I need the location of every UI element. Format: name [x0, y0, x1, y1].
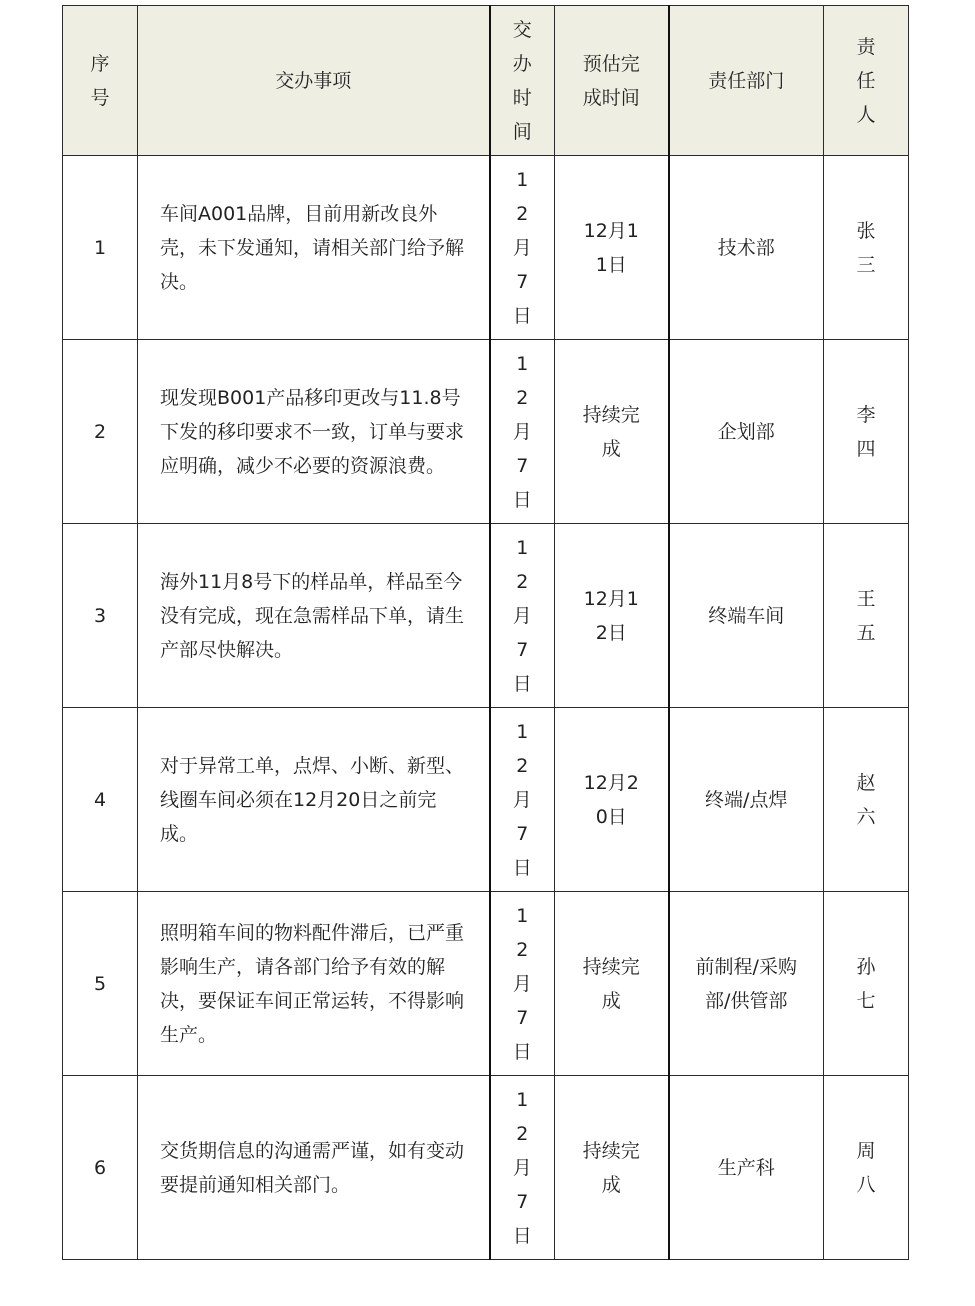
header-dept: 责任部门	[669, 6, 824, 156]
row-dept: 终端/点焊	[669, 708, 824, 892]
table-row	[63, 340, 909, 524]
row-owner: 李四	[824, 340, 909, 524]
row-deadline: 持续完成	[555, 1076, 669, 1260]
header-row	[63, 6, 909, 156]
row-no: 2	[63, 340, 138, 524]
row-assigned-time: 12月7日	[490, 156, 555, 340]
header-no: 序号	[63, 6, 138, 156]
row-owner: 周八	[824, 1076, 909, 1260]
table-row	[63, 524, 909, 708]
row-owner: 赵六	[824, 708, 909, 892]
row-owner: 孙七	[824, 892, 909, 1076]
table-row	[63, 1076, 909, 1260]
row-matter: 海外11月8号下的样品单，样品至今没有完成，现在急需样品下单，请生产部尽快解决。	[138, 524, 490, 708]
row-no: 5	[63, 892, 138, 1076]
row-deadline: 持续完成	[555, 340, 669, 524]
header-deadline: 预估完成时间	[555, 6, 669, 156]
row-matter: 照明箱车间的物料配件滞后，已严重影响生产，请各部门给予有效的解决，要保证车间正常运转，不得影响生产。	[138, 892, 490, 1076]
row-deadline: 持续完成	[555, 892, 669, 1076]
table-row	[63, 708, 909, 892]
table-row	[63, 892, 909, 1076]
header-matter: 交办事项	[138, 6, 490, 156]
row-dept: 企划部	[669, 340, 824, 524]
row-dept: 生产科	[669, 1076, 824, 1260]
row-owner: 张三	[824, 156, 909, 340]
row-dept: 终端车间	[669, 524, 824, 708]
row-dept: 前制程/采购部/供管部	[669, 892, 824, 1076]
row-assigned-time: 12月7日	[490, 892, 555, 1076]
row-assigned-time: 12月7日	[490, 1076, 555, 1260]
row-no: 4	[63, 708, 138, 892]
row-deadline: 12月11日	[555, 156, 669, 340]
row-no: 6	[63, 1076, 138, 1260]
row-assigned-time: 12月7日	[490, 340, 555, 524]
row-deadline: 12月12日	[555, 524, 669, 708]
row-matter: 现发现B001产品移印更改与11.8号下发的移印要求不一致，订单与要求应明确，减少不必要的资源浪费。	[138, 340, 490, 524]
row-matter: 车间A001品牌，目前用新改良外壳，未下发通知，请相关部门给予解决。	[138, 156, 490, 340]
assignment-table	[62, 5, 909, 1260]
header-assigned-time: 交办时间	[490, 6, 555, 156]
table-row	[63, 156, 909, 340]
row-dept: 技术部	[669, 156, 824, 340]
header-owner: 责任人	[824, 6, 909, 156]
row-matter: 对于异常工单，点焊、小断、新型、线圈车间必须在12月20日之前完成。	[138, 708, 490, 892]
row-assigned-time: 12月7日	[490, 524, 555, 708]
row-owner: 王五	[824, 524, 909, 708]
row-no: 1	[63, 156, 138, 340]
row-assigned-time: 12月7日	[490, 708, 555, 892]
row-no: 3	[63, 524, 138, 708]
row-deadline: 12月20日	[555, 708, 669, 892]
row-matter: 交货期信息的沟通需严谨，如有变动要提前通知相关部门。	[138, 1076, 490, 1260]
